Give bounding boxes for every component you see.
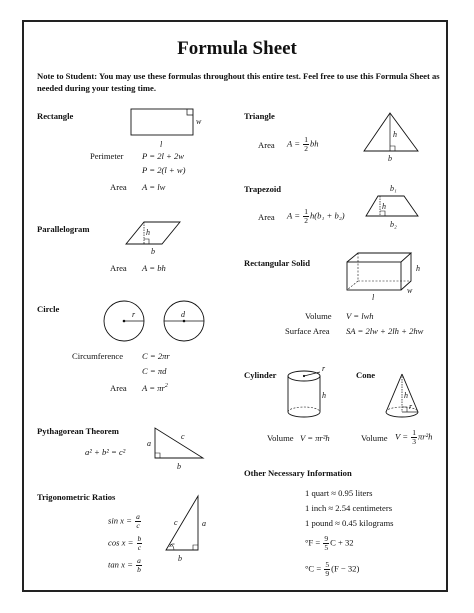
rectangle-area-label: Area — [110, 182, 127, 192]
rect-solid-w-label: w — [407, 286, 413, 295]
rect-solid-figure — [344, 250, 430, 304]
cylinder-volume-label: Volume — [267, 433, 294, 443]
triangle-b-label: b — [388, 154, 392, 163]
rect-solid-heading: Rectangular Solid — [244, 258, 310, 268]
cone-r-label: r — [409, 402, 413, 411]
rect-solid-volume-formula: V = lwh — [346, 311, 374, 321]
parallelogram-area-label: Area — [110, 263, 127, 273]
rectangle-heading: Rectangle — [37, 111, 74, 121]
triangle-figure — [360, 109, 430, 165]
cone-heading: Cone — [356, 370, 376, 380]
rectangle-perimeter-1: P = 2l + 2w — [142, 151, 184, 161]
other-celsius: °C = $\frac{5}{9}$ (F − 32) — [305, 560, 360, 578]
rect-solid-surface-label: Surface Area — [285, 326, 330, 336]
other-inch: 1 inch ≈ 2.54 centimeters — [305, 503, 393, 513]
circle-d-label: d — [181, 310, 185, 319]
cylinder-r-label: r — [322, 364, 326, 373]
trig-triangle — [160, 492, 220, 566]
pythagorean-triangle — [145, 424, 215, 472]
rectangle-w-label: w — [196, 117, 202, 126]
student-note: Note to Student: You may use these formulas throughout this entire test. Feel free to use this Formula Sheet as needed during your testing time. — [37, 71, 440, 93]
rectangle-l-label: l — [160, 140, 163, 149]
circle-r-label: r — [132, 310, 136, 319]
cylinder-h-label: h — [322, 391, 326, 400]
trapezoid-h-label: h — [382, 202, 386, 211]
trig-b-label: b — [178, 554, 182, 563]
cylinder-figure — [284, 366, 334, 424]
trig-tan: tan x = $\frac{a}{b}$ — [108, 556, 141, 574]
trapezoid-b1-label: b₁ — [390, 184, 397, 193]
cone-figure — [382, 372, 432, 422]
trapezoid-area-label: Area — [258, 212, 275, 222]
rectangle-figure — [128, 107, 208, 152]
rect-solid-l-label: l — [372, 293, 375, 302]
trig-x-label: x° — [169, 542, 175, 549]
other-fahrenheit: °F = $\frac{9}{5}$ C + 32 — [305, 534, 354, 552]
rectangle-perimeter-2: P = 2(l + w) — [142, 165, 186, 175]
rect-solid-surface-formula: SA = 2lw + 2lh + 2hw — [346, 326, 424, 336]
rectangle-area-formula: A = lw — [142, 182, 166, 192]
triangle-heading: Triangle — [244, 111, 275, 121]
parallelogram-figure — [124, 218, 204, 260]
circle-heading: Circle — [37, 304, 60, 314]
parallelogram-heading: Parallelogram — [37, 224, 90, 234]
other-quart: 1 quart ≈ 0.95 liters — [305, 488, 373, 498]
other-pound: 1 pound ≈ 0.45 kilograms — [305, 518, 394, 528]
trapezoid-figure — [362, 180, 432, 234]
pythagorean-a-label: a — [147, 439, 151, 448]
circle-circumference-label: Circumference — [72, 351, 124, 361]
circle-area-label: Area — [110, 383, 127, 393]
circle-figures — [100, 299, 220, 345]
page-title: Formula Sheet — [177, 38, 297, 59]
pythagorean-formula: a² + b² = c² — [85, 447, 126, 457]
trapezoid-heading: Trapezoid — [244, 184, 282, 194]
trig-sin: sin x = $\frac{a}{c}$ — [108, 512, 140, 530]
cone-volume-formula: V = $\frac{1}{3}$ πr²h — [395, 428, 433, 446]
triangle-area-label: Area — [258, 140, 275, 150]
triangle-area-formula: A = $\frac{1}{2}$ bh — [287, 135, 319, 153]
rect-solid-h-label: h — [416, 264, 420, 273]
trapezoid-area-formula: A = $\frac{1}{2}$ h(b₁ + b₂) — [287, 207, 345, 225]
trapezoid-b2-label: b₂ — [390, 220, 397, 229]
parallelogram-h-label: h — [146, 228, 150, 237]
cylinder-volume-formula: V = πr²h — [300, 433, 330, 443]
cylinder-heading: Cylinder — [244, 370, 277, 380]
pythagorean-heading: Pythagorean Theorem — [37, 426, 119, 436]
circle-circumference-1: C = 2πr — [142, 351, 170, 361]
trig-c-label: c — [174, 518, 178, 527]
parallelogram-b-label: b — [151, 247, 155, 256]
cone-h-label: h — [404, 391, 408, 400]
other-info-heading: Other Necessary Information — [244, 468, 352, 478]
trig-a-label: a — [202, 519, 206, 528]
circle-circumference-2: C = πd — [142, 366, 167, 376]
rect-solid-volume-label: Volume — [305, 311, 332, 321]
trig-heading: Trigonometric Ratios — [37, 492, 116, 502]
pythagorean-b-label: b — [177, 462, 181, 471]
circle-area-formula: $A = \pi r^2$ — [142, 383, 168, 393]
trig-cos: cos x = $\frac{b}{c}$ — [108, 534, 142, 552]
rectangle-perimeter-label: Perimeter — [90, 151, 124, 161]
parallelogram-area-formula: A = bh — [142, 263, 166, 273]
triangle-h-label: h — [393, 130, 397, 139]
cone-volume-label: Volume — [361, 433, 388, 443]
pythagorean-c-label: c — [181, 432, 185, 441]
